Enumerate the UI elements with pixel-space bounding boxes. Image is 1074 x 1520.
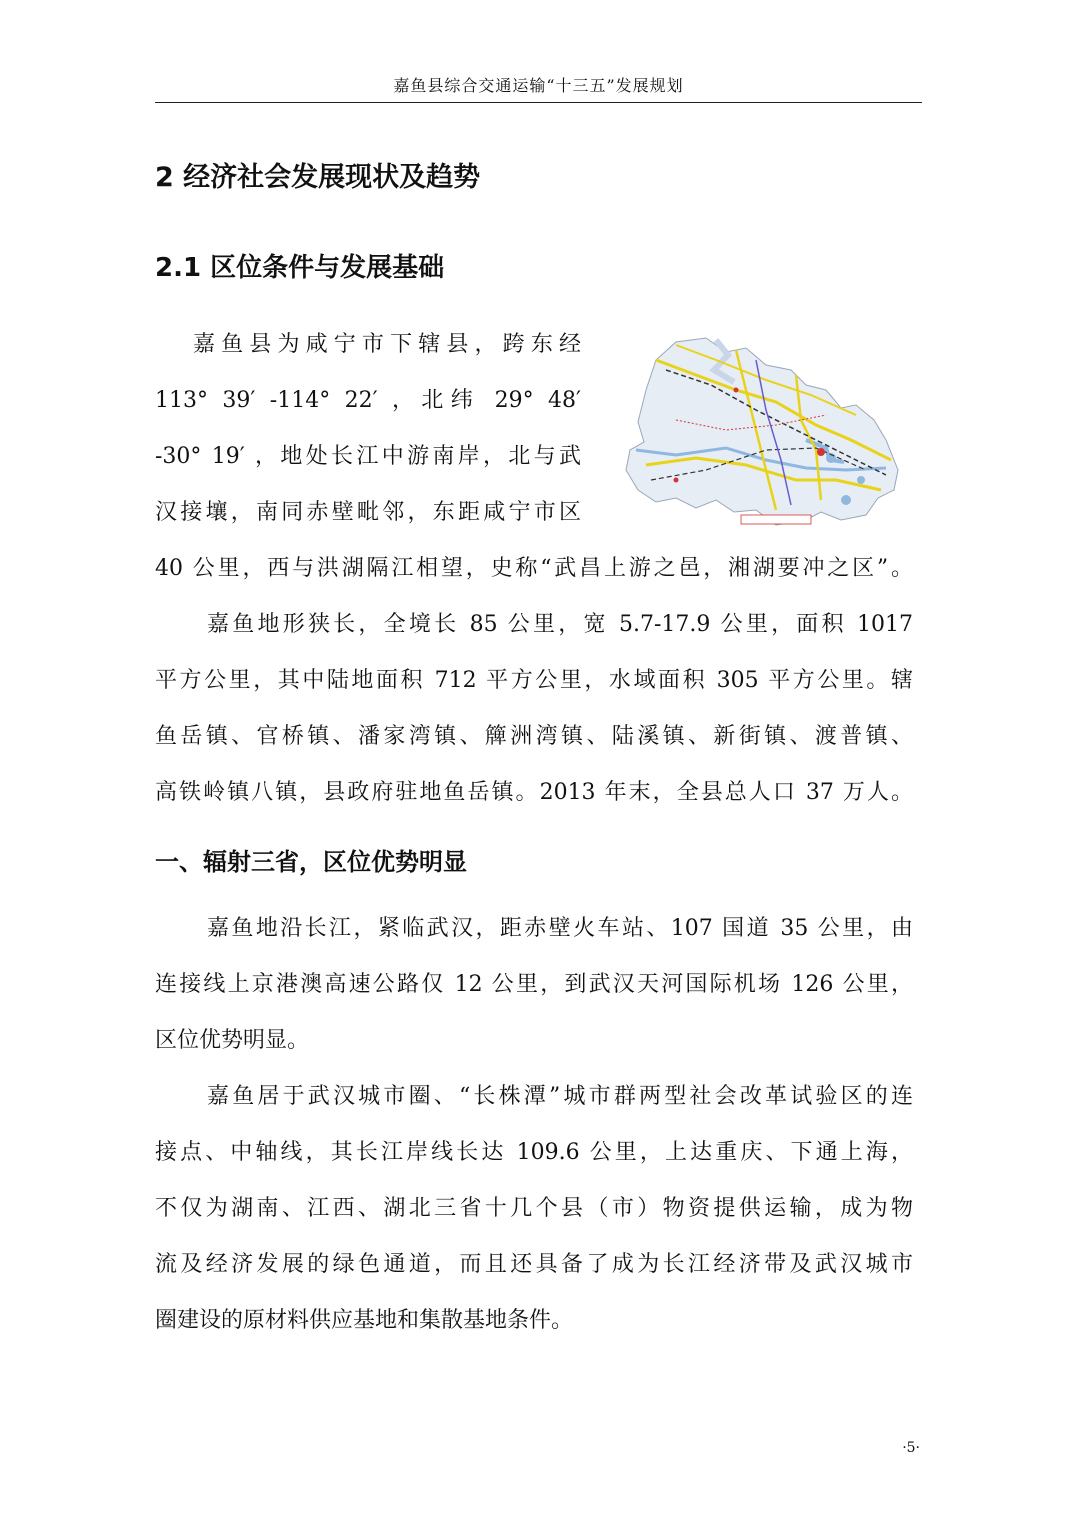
para3-line-1: 嘉鱼地沿长江，紧临武汉，距赤壁火车站、107 国道 35 公里，由: [207, 916, 913, 941]
para2-line-1: 嘉鱼地形狭长，全境长 85 公里，宽 5.7-17.9 公里，面积 1017: [207, 612, 913, 637]
subsection-title: 一、辐射三省，区位优势明显: [155, 848, 467, 876]
para3-line-3: 区位优势明显。: [155, 1028, 310, 1053]
para4-line-2: 接点、中轴线，其长江岸线长达 109.6 公里，上达重庆、下通上海，: [155, 1140, 913, 1165]
para2-line-3: 鱼岳镇、官桥镇、潘家湾镇、簰洲湾镇、陆溪镇、新街镇、渡普镇、: [155, 724, 913, 749]
para4-line-3: 不仅为湖南、江西、湖北三省十几个县（市）物资提供运输，成为物: [155, 1196, 913, 1221]
para2-line-2: 平方公里，其中陆地面积 712 平方公里，水域面积 305 平方公里。辖: [155, 668, 913, 693]
para4-line-1: 嘉鱼居于武汉城市圈、“长株潭”城市群两型社会改革试验区的连: [207, 1084, 913, 1109]
para1-line-5: 40 公里，西与洪湖隔江相望，史称“武昌上游之邑，湘湖要冲之区”。: [155, 556, 913, 581]
para4-line-4: 流及经济发展的绿色通道，而且还具备了成为长江经济带及武汉城市: [155, 1252, 913, 1277]
chapter-title: 2 经济社会发展现状及趋势: [155, 162, 481, 193]
section-title: 2.1 区位条件与发展基础: [155, 253, 445, 283]
para2-line-4: 高铁岭镇八镇，县政府驻地鱼岳镇。2013 年末，全县总人口 37 万人。: [155, 780, 913, 805]
map-legend-box: [741, 515, 811, 524]
hubei-transport-map: [616, 330, 908, 528]
para1-line-1: 嘉鱼县为咸宁市下辖县，跨东经: [193, 332, 581, 357]
para3-line-2: 连接线上京港澳高速公路仅 12 公里，到武汉天河国际机场 126 公里，: [155, 972, 913, 997]
para4-line-5: 圈建设的原材料供应基地和集散基地条件。: [155, 1308, 574, 1333]
page-number: ·5·: [902, 1440, 920, 1456]
running-header: 嘉鱼县综合交通运输“十三五”发展规划: [155, 70, 922, 103]
para1-line-3: -30° 19′ ，地处长江中游南岸，北与武: [155, 444, 581, 469]
para1-line-2: 113° 39′ -114° 22′ ，北纬 29° 48′: [155, 388, 581, 413]
map-landmass: [626, 338, 898, 525]
para1-line-4: 汉接壤，南同赤壁毗邻，东距咸宁市区: [155, 500, 581, 525]
